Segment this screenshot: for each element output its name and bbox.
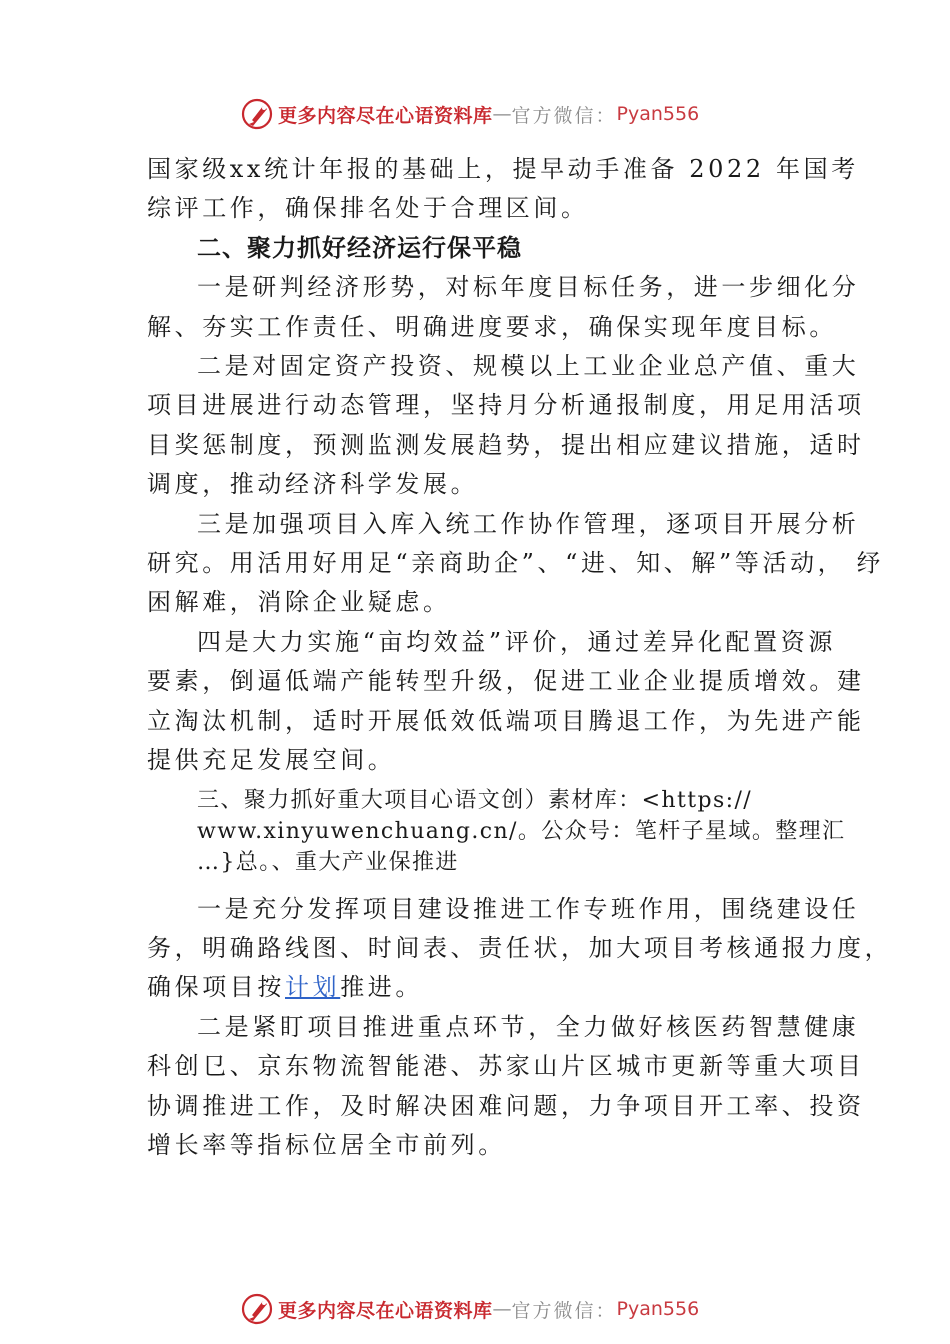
text-line: 研究。用活用好用足“亲商助企”、“进、知、解”等活动， 纾 [147, 549, 885, 578]
pen-nib-seal-icon [240, 1292, 274, 1326]
text-line: 项目进展进行动态管理，坚持月分析通报制度，用足用活项 [147, 391, 865, 420]
section-heading: 二、聚力抓好经济运行保平稳 [197, 233, 522, 262]
text-line: 协调推进工作，及时解决困难问题，力争项目开工率、投资 [147, 1091, 865, 1120]
plan-link[interactable]: 计划 [285, 973, 341, 1002]
banner-title: 更多内容尽在心语资料库 [278, 104, 493, 127]
text-run: 推进。 [340, 973, 424, 1002]
document-body [147, 150, 893, 1165]
paragraph [147, 890, 893, 1008]
text-line: 三、聚力抓好重大项目心语文创）素材库：<https:// [197, 787, 753, 813]
banner-title: 更多内容尽在心语资料库 [278, 1299, 493, 1322]
text-run: 确保项目按 [147, 973, 285, 1002]
text-line: 要素，倒逼低端产能转型升级，促进工业企业提质增效。建 [147, 667, 865, 696]
banner-wechat-label: 官方微信： [511, 104, 617, 127]
banner-separator: — [492, 103, 512, 125]
text-line: 四是大力实施“亩均效益”评价，通过差异化配置资源 [197, 627, 836, 656]
pen-nib-seal-icon [240, 97, 274, 131]
text-line: 国家级xx统计年报的基础上，提早动手准备 2022 年国考 [147, 155, 859, 183]
text-line: 目奖惩制度，预测监测发展趋势，提出相应建议措施，适时 [147, 430, 865, 459]
text-line: 二是对固定资产投资、规模以上工业企业总产值、重大 [197, 352, 860, 381]
text-line: 增长率等指标位居全市前列。 [147, 1130, 506, 1159]
footer-banner [240, 1291, 740, 1327]
paragraph [147, 623, 865, 781]
text-line [147, 968, 837, 1007]
text-line: 科创㔾、京东物流智能港、苏家山片区城市更新等重大项目 [147, 1052, 865, 1081]
text-line: 困解难，消除企业疑虑。 [147, 588, 451, 617]
text-line: 提供充足发展空间。 [147, 746, 396, 775]
text-line: 解、夯实工作责任、明确进度要求，确保实现年度目标。 [147, 312, 837, 341]
banner-wechat-id: Pyan556 [616, 1298, 700, 1320]
text-line: 一是充分发挥项目建设推进工作专班作用，围绕建设任 [197, 894, 860, 923]
paragraph [147, 347, 865, 505]
header-banner [240, 96, 740, 132]
text-line: 调度，推动经济科学发展。 [147, 470, 479, 499]
text-line: 一是研判经济形势，对标年度目标任务，进一步细化分 [197, 273, 860, 302]
text-line: www.xinyuwenchuang.cn/。公众号：笔杆子星域。整理汇 [197, 818, 846, 844]
text-line: 三是加强项目入库入统工作协作管理，逐项目开展分析 [197, 509, 860, 538]
banner-wechat-id: Pyan556 [616, 103, 700, 125]
paragraph [147, 505, 885, 623]
text-line: 综评工作，确保排名处于合理区间。 [147, 194, 589, 223]
text-line: 立淘汰机制，适时开展低效低端项目腾退工作，为先进产能 [147, 706, 865, 735]
text-line: 二是紧盯项目推进重点环节，全力做好核医药智慧健康 [197, 1012, 860, 1041]
paragraph [147, 268, 860, 347]
section-heading-with-watermark [147, 785, 846, 878]
text-line: 务，明确路线图、时间表、责任状，加大项目考核通报力度， [147, 933, 893, 962]
text-line: …}总。、重大产业保推进 [197, 849, 459, 875]
banner-separator: — [492, 1298, 512, 1320]
paragraph [147, 1008, 865, 1166]
banner-wechat-label: 官方微信： [511, 1299, 617, 1322]
paragraph [147, 150, 859, 229]
